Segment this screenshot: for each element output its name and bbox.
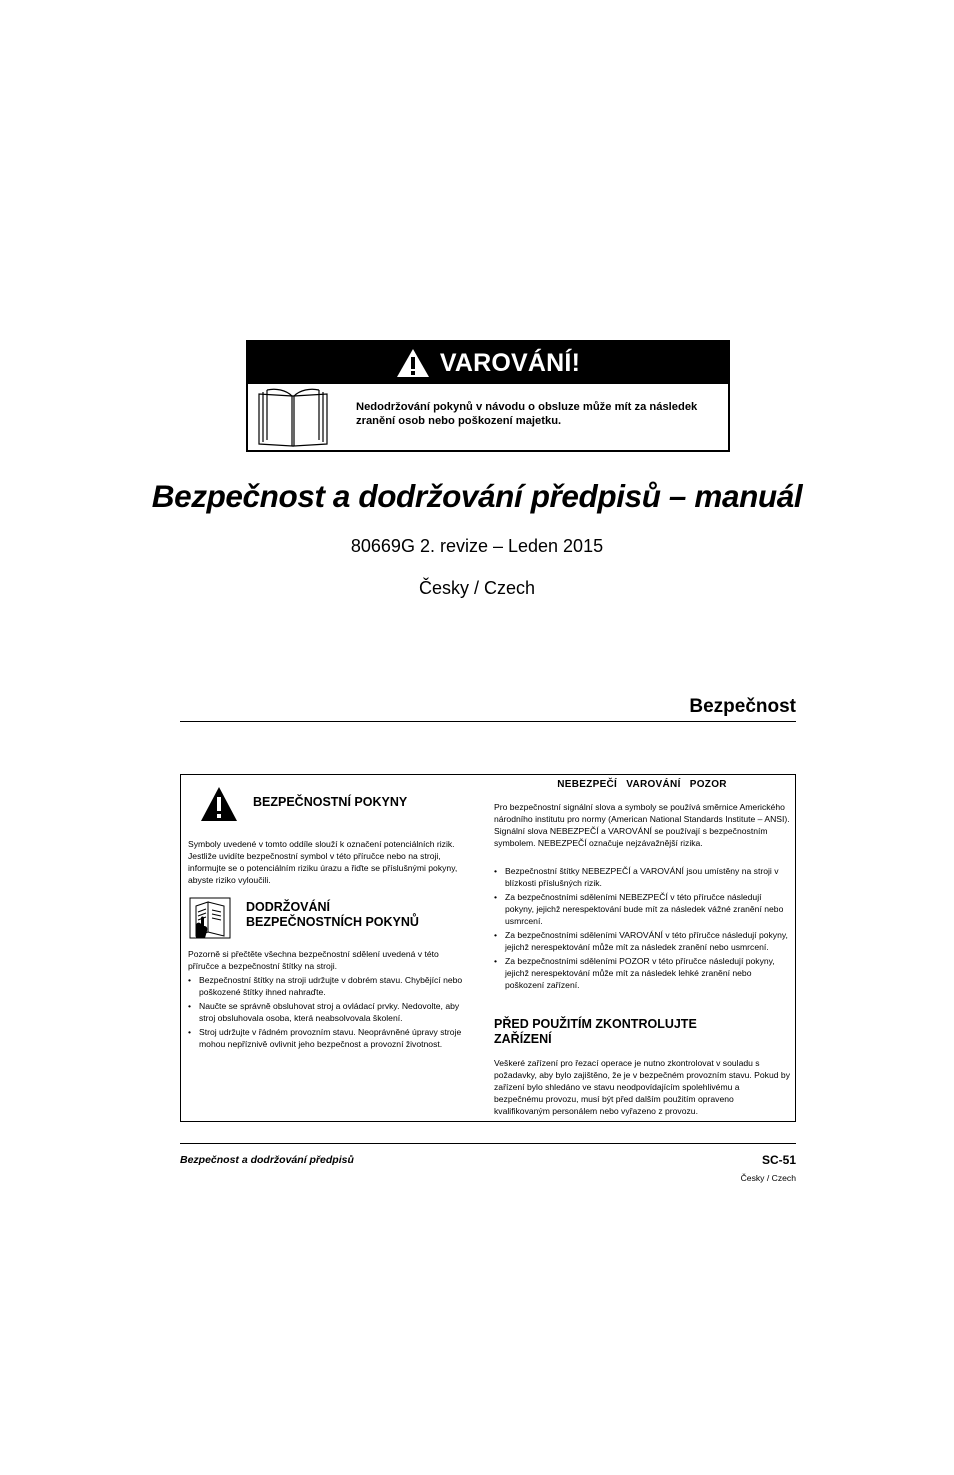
document-language: Česky / Czech [418,578,536,598]
list-item: • Bezpečnostní štítky NEBEZPEČÍ a VAROVÁNÍ jsou umístěny na stroji v blízkosti příslušných rizik. [494,865,790,889]
follow-safety-heading-line1: DODRŽOVÁNÍ [246,900,331,914]
signal-words-text: Pro bezpečnostní signální slova a symboly se používá směrnice Amerického národního institutu pro normy (American National Standards Institute – ANSI). Signální slova NEBEZPEČÍ a VAROVÁNÍ se používají s bezpečnostním symbolem. NEBEZPEČÍ označuje nejzávažnější rizika. [494,802,790,848]
signal-words-list [494,865,790,993]
warning-text: Nedodržování pokynů v návodu o obsluze může mít za následek zranění osob nebo poškození majetku. [356,401,698,427]
list-item: • Bezpečnostní štítky na stroji udržujte v dobrém stavu. Chybějící nebo poškozené štítky ihned nahraďte. [188,974,466,998]
warning-triangle-icon [396,348,430,378]
footer-divider [180,1143,796,1144]
document-title: Bezpečnost a dodržování předpisů – manuál [151,478,803,514]
section-divider [180,721,796,722]
check-equipment-heading-line2: ZAŘÍZENÍ [494,1032,552,1046]
check-equipment-heading-line1: PŘED POUŽITÍM ZKONTROLUJTE [494,1017,697,1031]
list-item: • Za bezpečnostními sděleními POZOR v této příručce následují pokyny, jejichž nerespektování může mít za následek lehké zranění nebo poškození zařízení. [494,955,790,991]
warning-box [246,340,730,452]
follow-safety-heading-line2: BEZPEČNOSTNÍCH POKYNŮ [246,915,419,929]
follow-safety-heading [246,900,419,930]
safety-instructions-text: Symboly uvedené v tomto oddíle slouží k označení potenciálních rizik. Jestliže uvidíte bezpečnostní symbol v této příručce nebo na stroji, informujte se o potenciálním riziku úrazu a řiďte se příslušnými pokyny, abyste riziko vyloučili. [188,839,458,885]
check-equipment-heading [494,1017,790,1047]
manual-book-icon [256,386,330,448]
signal-words-heading: NEBEZPEČÍ VAROVÁNÍ POZOR [557,779,727,790]
page-number: SC-51 [761,1153,796,1167]
list-item: • Naučte se správně obsluhovat stroj a ovládací prvky. Nedovolte, aby stroj obsluhovala osoba, která neabsolvovala školení. [188,1000,466,1024]
list-item: • Za bezpečnostními sděleními VAROVÁNÍ v této příručce následují pokyny, jejichž nerespektování může mít za následek zranění nebo usmrcení. [494,929,790,953]
warning-header [248,342,728,384]
follow-safety-text: Pozorně si přečtěte všechna bezpečnostní sdělení uvedená v této příručce a bezpečnostní štítky na stroji. [188,949,439,971]
document-revision: 80669G 2. revize – Leden 2015 [350,536,604,556]
safety-instructions-heading: BEZPEČNOSTNÍ POKYNY [253,795,408,809]
footer-document-title: Bezpečnost a dodržování předpisů [180,1154,354,1166]
footer-language: Česky / Czech [740,1173,796,1183]
read-manual-icon [188,896,232,940]
section-heading: Bezpečnost [689,696,796,717]
alert-triangle-icon [200,785,238,823]
follow-safety-list [188,974,466,1052]
warning-title: VAROVÁNÍ! [439,348,581,377]
list-item: • Za bezpečnostními sděleními NEBEZPEČÍ v této příručce následují pokyny, jejichž nerespektování bude mít za následek vážné zranění nebo usmrcení. [494,891,790,927]
warning-body [248,384,728,452]
safety-info-box [180,774,796,1122]
list-item: • Stroj udržujte v řádném provozním stavu. Neoprávněné úpravy stroje mohou nepříznivě ovlivnit jeho bezpečnost a provozní životnost. [188,1026,466,1050]
check-equipment-text: Veškeré zařízení pro řezací operace je nutno zkontrolovat v souladu s požadavky, aby bylo zajištěno, že je v bezpečném provozním stavu. Pokud by zařízení bylo shledáno ve stavu neodpovídajícím spolehlivému a bezpečnému provozu, musí být před dalším použitím opraveno kvalifikovaným personálem nebo vyřazeno z provozu. [494,1058,791,1116]
